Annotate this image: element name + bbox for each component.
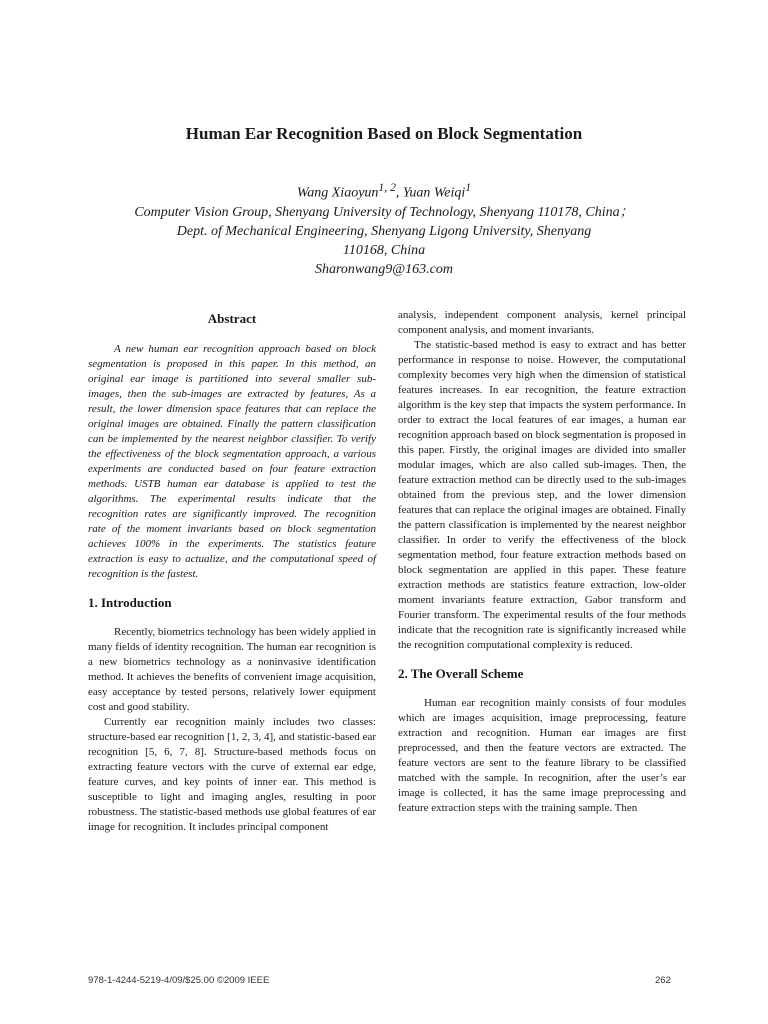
intro-paragraph-4: The statistic-based method is easy to extract and has better performance in response to noise. However, the computational complexity becomes very high when the dimension of statistical features increases. In ear recognition, the feature extraction algorithm is the key step that impacts the system performance. In order to extract the local features of ear images, a human ear recognition approach based on block segmentation is proposed in this paper. Firstly, the original images are divided into smaller modular images, which are also called sub-images. Then, the feature extraction method can be directly used to the sub-images obtained from the previous step, and the lower dimension features that can replace the original images are obtained. Finally the pattern classification is implemented by the nearest neighbor classifier. In order to verify the effectiveness of the block segmentation method, four feature extraction methods based on block segmentation are applied in this paper. These feature extraction methods are statistics feature extraction, low-older moment invariants feature extraction, Gabor transform and Fourier transform. The experimental results of the four methods indicate that the recognition rate is significantly increased while the recognition computational complexity is reduced. [398,339,686,651]
abstract-heading: Abstract [207,311,257,326]
left-column [88,308,376,835]
right-column [398,308,686,816]
affiliation-3: 110168, China [342,242,426,258]
affiliation-2: Dept. of Mechanical Engineering, Shenyang Ligong University, Shenyang [176,223,592,239]
overall-scheme-heading: 2. The Overall Scheme [398,666,524,681]
abstract-text: A new human ear recognition approach based on block segmentation is proposed in this paper. In this method, an original ear image is partitioned into several smaller sub-images, then the sub-images are extracted by features, As a result, the lower dimension space features that can replace the original images are obtained. Finally the pattern classification can be implemented by the nearest neighbor classifier. To verify the effectiveness of the block segmentation approach, a various experiments are conducted based on four feature extraction methods. USTB human ear database is applied to test the algorithms. The experimental results indicate that the recognition rates are significantly improved. The recognition rate of the moment invariants based on block segmentation achieves 100% in the experiments. The statistics feature extraction is easy to actualize, and the computational speed of recognition is the fastest. [88,343,376,580]
intro-paragraph-2: Currently ear recognition mainly includes two classes: structure-based ear recognition [1, 2, 3, 4], and statistic-based ear recognition [5, 6, 7, 8]. Structure-based methods focus on extracting feature vectors with the curve of external ear edge, feature curves, and key points of inner ear. This method is susceptible to light and imaging angles, resulting in poor robustness. The statistic-based methods use global features of ear image for recognition. It includes principal component [88,716,376,833]
author-email: Sharonwang9@163.com [315,261,453,277]
introduction-heading: 1. Introduction [88,595,172,610]
author-block [60,178,708,279]
author-names: Wang Xiaoyun$^{1, 2}$, Yuan Weiqi$^1$ [296,181,472,201]
affiliation-1: Computer Vision Group, Shenyang University of Technology, Shenyang 110178, China； [134,204,634,220]
intro-paragraph-3: analysis, independent component analysis, kernel principal component analysis, and moment invariants. [398,309,686,336]
page-number: 262 [655,975,671,986]
intro-paragraph-1: Recently, biometrics technology has been widely applied in many fields of identity recognition. The human ear recognition is a new biometrics technology as a noninvasive identification method. It achieves the benefits of convenient image acquisition, easy acceptance by tested persons, relatively lower equipment cost and good stability. [88,626,376,713]
scheme-paragraph-1: Human ear recognition mainly consists of four modules which are images acquisition, image preprocessing, feature extraction and recognition. Human ear images are first preprocessed, and then the feature vectors are extracted. The feature vectors are sent to the feature library to be classified matched with the sample. In recognition, after the user’s ear image is collected, it has the same image preprocessing and feature extraction steps with the training sample. Then [398,697,686,814]
paper-title: Human Ear Recognition Based on Block Segmentation [185,124,583,143]
copyright-footer: 978-1-4244-5219-4/09/$25.00 ©2009 IEEE [88,975,270,986]
